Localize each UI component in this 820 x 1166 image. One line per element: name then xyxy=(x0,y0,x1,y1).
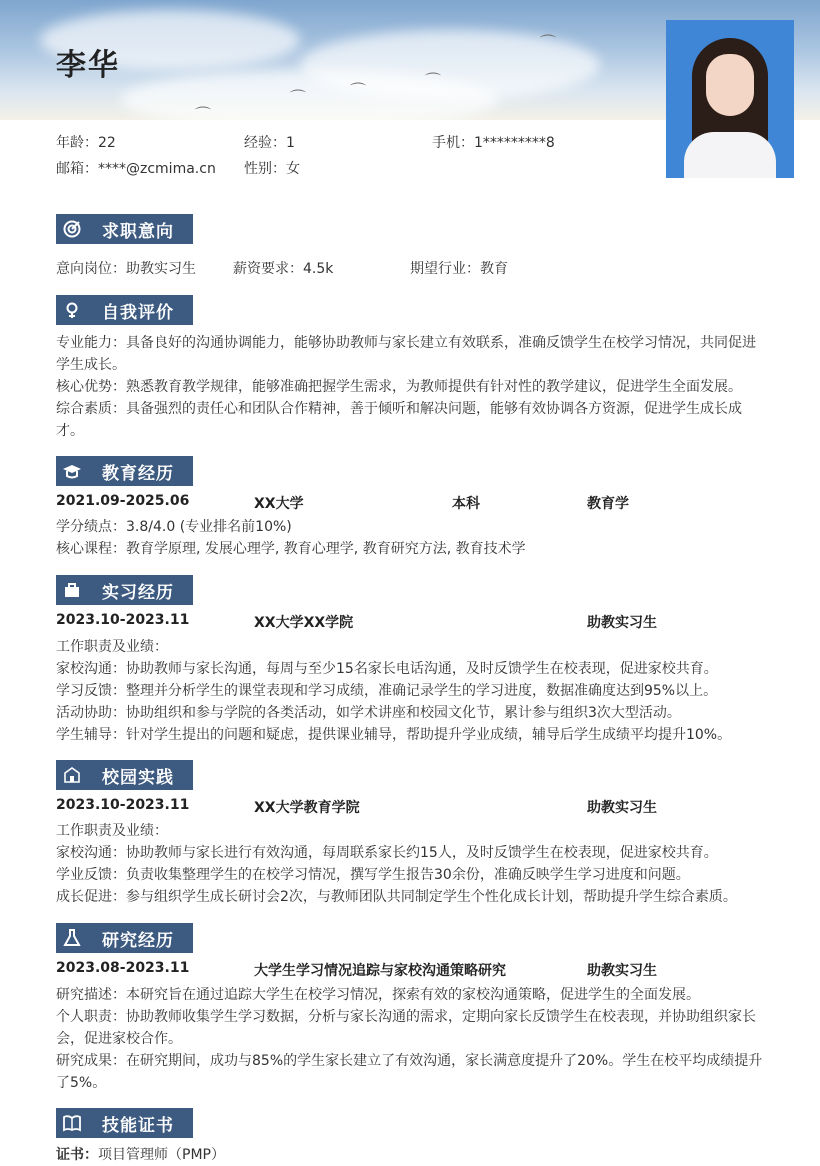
flask-icon xyxy=(62,928,82,948)
entry-date: 2023.10-2023.11 xyxy=(56,612,190,628)
entry-degree: 本科 xyxy=(452,496,480,512)
info-experience: 经验：1 xyxy=(244,135,295,151)
body-line: 研究描述：本研究旨在通过追踪大学生在校学习情况，探索有效的家校沟通策略，促进学生的全面发展。 xyxy=(56,987,700,1003)
section-header-self_eval xyxy=(56,295,193,325)
bird-icon: ⌒ xyxy=(350,81,367,100)
body-line: 学习反馈：整理并分析学生的课堂表现和学习成绩，准确记录学生的学习进度，数据准确度达到95%以上。 xyxy=(56,683,718,699)
intent-item: 薪资要求：4.5k xyxy=(233,261,334,277)
section-body-research xyxy=(56,984,768,1094)
section-title: 实习经历 xyxy=(102,582,174,603)
section-title: 研究经历 xyxy=(102,930,174,951)
entry-role: 助教实习生 xyxy=(587,800,657,816)
section-header-intent xyxy=(56,214,193,244)
bird-icon: ⌒ xyxy=(425,71,442,90)
body-line: 专业能力：具备良好的沟通协调能力，能够协助教师与家长建立有效联系，准确反馈学生在校学习情况，共同促进学生成长。 xyxy=(56,335,756,373)
body-line: 家校沟通：协助教师与家长沟通，每周与至少15名家长电话沟通，及时反馈学生在校表现，促进家校共育。 xyxy=(56,661,718,677)
entry-role: 教育学 xyxy=(587,496,629,512)
building-icon xyxy=(62,765,82,785)
body-line: 个人职责：协助教师收集学生学习数据，分析与家长沟通的需求，定期向家长反馈学生在校表现，并协助组织家长会，促进家校合作。 xyxy=(56,1009,756,1047)
body-line: 学分绩点：3.8/4.0 (专业排名前10%) xyxy=(56,519,292,535)
entry-date: 2021.09-2025.06 xyxy=(56,493,190,509)
info-gender: 性别：女 xyxy=(244,161,300,177)
info-phone: 手机：1*********8 xyxy=(432,135,555,151)
body-line: 成长促进：参与组织学生成长研讨会2次，与教师团队共同制定学生个性化成长计划，帮助提升学生综合素质。 xyxy=(56,889,737,905)
section-header-internship xyxy=(56,575,193,605)
entry-row-research xyxy=(56,960,768,982)
section-header-campus xyxy=(56,760,193,790)
section-body-campus xyxy=(56,820,768,908)
intent-item: 期望行业：教育 xyxy=(410,261,508,277)
entry-organization: XX大学教育学院 xyxy=(254,800,360,816)
info-age: 年龄：22 xyxy=(56,135,116,151)
entry-date: 2023.10-2023.11 xyxy=(56,797,190,813)
section-header-education xyxy=(56,456,193,486)
entry-row-internship xyxy=(56,612,768,634)
section-title: 自我评价 xyxy=(102,302,174,323)
info-email: 邮箱：****@zcmima.cn xyxy=(56,161,216,177)
section-title: 校园实践 xyxy=(102,767,174,788)
body-line: 研究成果：在研究期间，成功与85%的学生家长建立了有效沟通，家长满意度提升了20%。学生在校平均成绩提升了5%。 xyxy=(56,1053,763,1091)
certificate-value: 项目管理师（PMP） xyxy=(98,1147,225,1163)
body-line: 核心优势：熟悉教育教学规律，能够准确把握学生需求，为教师提供有针对性的教学建议，促进学生全面发展。 xyxy=(56,379,742,395)
entry-date: 2023.08-2023.11 xyxy=(56,960,190,976)
entry-organization: 大学生学习情况追踪与家校沟通策略研究 xyxy=(254,963,506,979)
certificate-label: 证书： xyxy=(56,1147,98,1163)
body-line: 家校沟通：协助教师与家长进行有效沟通，每周联系家长约15人，及时反馈学生在校表现，促进家校共育。 xyxy=(56,845,718,861)
candidate-name: 李华 xyxy=(56,48,120,83)
section-title: 技能证书 xyxy=(102,1115,174,1136)
entry-role: 助教实习生 xyxy=(587,615,657,631)
intent-item: 意向岗位：助教实习生 xyxy=(56,261,196,277)
briefcase-icon xyxy=(62,580,82,600)
book-icon xyxy=(62,1113,82,1133)
entry-organization: XX大学 xyxy=(254,496,304,512)
target-icon xyxy=(62,219,82,239)
body-line: 工作职责及业绩： xyxy=(56,823,168,839)
entry-row-campus xyxy=(56,797,768,819)
section-header-research xyxy=(56,923,193,953)
section-header-skills xyxy=(56,1108,193,1138)
award-icon xyxy=(62,300,82,320)
entry-row-education xyxy=(56,493,768,515)
entry-organization: XX大学XX学院 xyxy=(254,615,354,631)
section-title: 求职意向 xyxy=(102,221,174,242)
body-line: 活动协助：协助组织和参与学院的各类活动，如学术讲座和校园文化节，累计参与组织3次大型活动。 xyxy=(56,705,681,721)
body-line: 工作职责及业绩： xyxy=(56,639,168,655)
section-body-internship xyxy=(56,636,768,746)
bird-icon: ⌒ xyxy=(540,33,557,52)
section-body-self_eval xyxy=(56,332,768,442)
section-title: 教育经历 xyxy=(102,463,174,484)
body-line: 核心课程：教育学原理, 发展心理学, 教育心理学, 教育研究方法, 教育技术学 xyxy=(56,541,526,557)
entry-role: 助教实习生 xyxy=(587,963,657,979)
body-line: 学生辅导：针对学生提出的问题和疑虑，提供课业辅导，帮助提升学业成绩，辅导后学生成绩平均提升10%。 xyxy=(56,727,732,743)
graduation-cap-icon xyxy=(62,461,82,481)
section-body-education xyxy=(56,516,768,560)
bird-icon: ⌒ xyxy=(195,105,212,120)
body-line: 综合素质：具备强烈的责任心和团队合作精神，善于倾听和解决问题，能够有效协调各方资源，促进学生成长成才。 xyxy=(56,401,742,439)
profile-photo xyxy=(666,20,794,178)
bird-icon: ⌒ xyxy=(290,88,307,107)
body-line: 学业反馈：负责收集整理学生的在校学习情况，撰写学生报告30余份，准确反映学生学习进度和问题。 xyxy=(56,867,690,883)
skills-certificate xyxy=(56,1144,768,1166)
